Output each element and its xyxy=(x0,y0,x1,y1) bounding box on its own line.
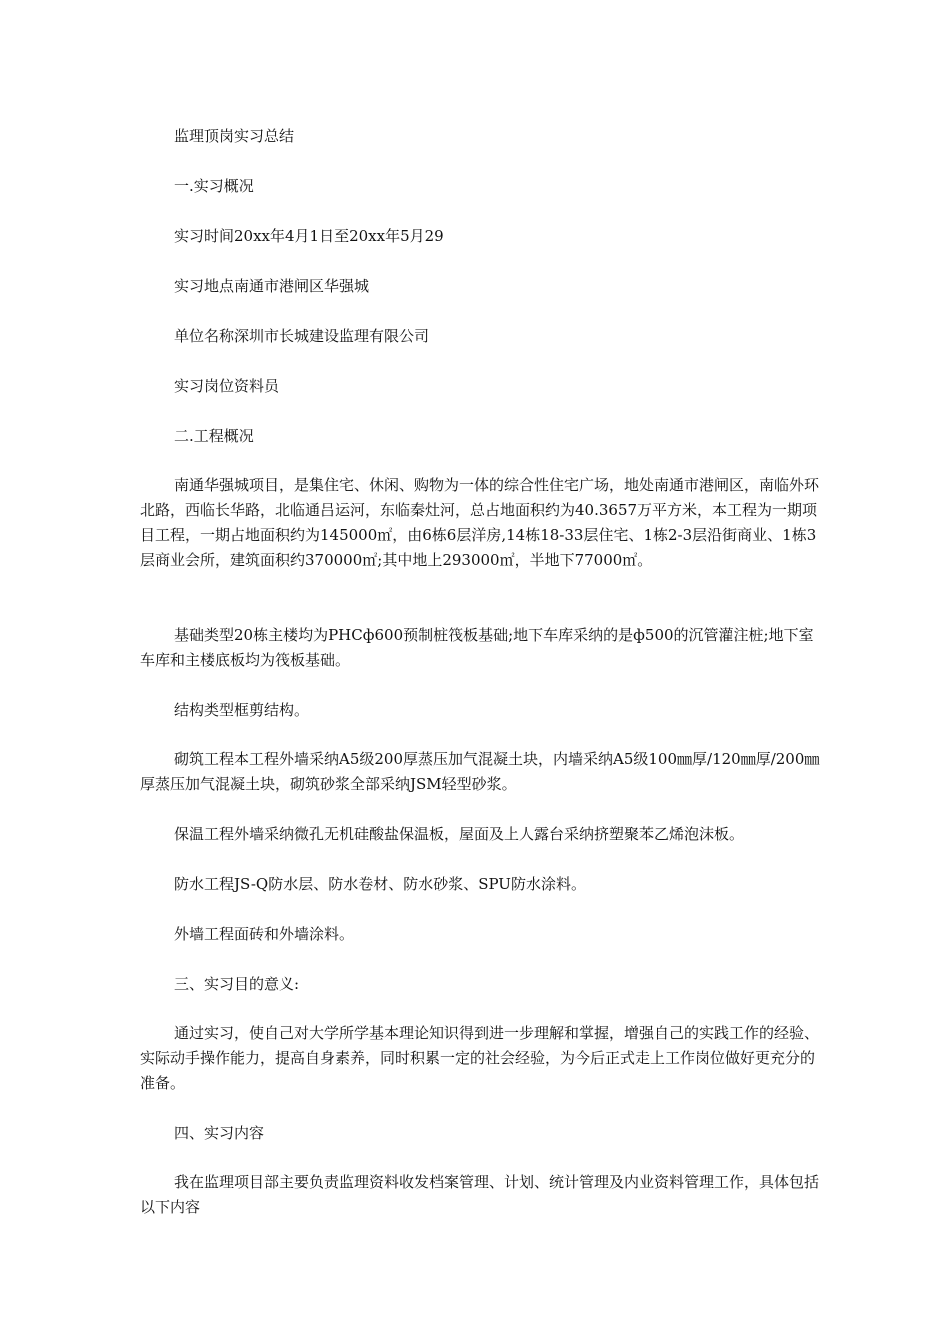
paragraph-purpose: 通过实习，使自己对大学所学基本理论知识得到进一步理解和掌握，增强自己的实践工作的经验、实际动手操作能力，提高自身素养，同时积累一定的社会经验，为今后正式走上工作岗位做好更充分的准备。 xyxy=(140,1024,820,1092)
paragraph-project-description: 南通华强城项目，是集住宅、休闲、购物为一体的综合性住宅广场，地处南通市港闸区，南临外环北路，西临长华路，北临通吕运河，东临秦灶河，总占地面积约为40.3657万平方米，本工程为一期项目工程，一期占地面积约为145000㎡，由6栋6层洋房,14栋18-33层住宅、1栋2-3层沿街商业、1栋3层商业会所，建筑面积约370000㎡;其中地上293000㎡，半地下77000㎡。 xyxy=(140,476,820,569)
document-title: 监理顶岗实习总结 xyxy=(174,127,295,145)
paragraph-insulation-works: 保温工程外墙采纳微孔无机硅酸盐保温板，屋面及上人露台采纳挤塑聚苯乙烯泡沫板。 xyxy=(174,825,745,843)
section-heading-purpose: 三、实习目的意义: xyxy=(174,975,300,993)
paragraph-internship-position: 实习岗位资料员 xyxy=(174,377,280,395)
paragraph-internship-location: 实习地点南通市港闸区华强城 xyxy=(174,277,370,295)
paragraph-masonry-works: 砌筑工程本工程外墙采纳A5级200厚蒸压加气混凝土块，内墙采纳A5级100㎜厚/120㎜厚/200㎜厚蒸压加气混凝土块，砌筑砂浆全部采纳JSM轻型砂浆。 xyxy=(140,750,820,793)
section-heading-project: 二.工程概况 xyxy=(174,427,254,445)
section-heading-overview: 一.实习概况 xyxy=(174,177,254,195)
document-page xyxy=(140,0,828,1344)
paragraph-internship-time: 实习时间20xx年4月1日至20xx年5月29 xyxy=(174,227,444,245)
paragraph-exterior-wall-works: 外墙工程面砖和外墙涂料。 xyxy=(174,925,355,943)
paragraph-waterproofing-works: 防水工程JS-Q防水层、防水卷材、防水砂浆、SPU防水涂料。 xyxy=(174,875,586,893)
paragraph-structure-type: 结构类型框剪结构。 xyxy=(174,701,310,719)
section-heading-content: 四、实习内容 xyxy=(174,1124,265,1142)
paragraph-company-name: 单位名称深圳市长城建设监理有限公司 xyxy=(174,327,430,345)
paragraph-content: 我在监理项目部主要负责监理资料收发档案管理、计划、统计管理及内业资料管理工作，具体包括以下内容 xyxy=(140,1173,820,1216)
paragraph-foundation-type: 基础类型20栋主楼均为PHCф600预制桩筏板基础;地下车库采纳的是ф500的沉管灌注桩;地下室车库和主楼底板均为筏板基础。 xyxy=(140,626,814,669)
